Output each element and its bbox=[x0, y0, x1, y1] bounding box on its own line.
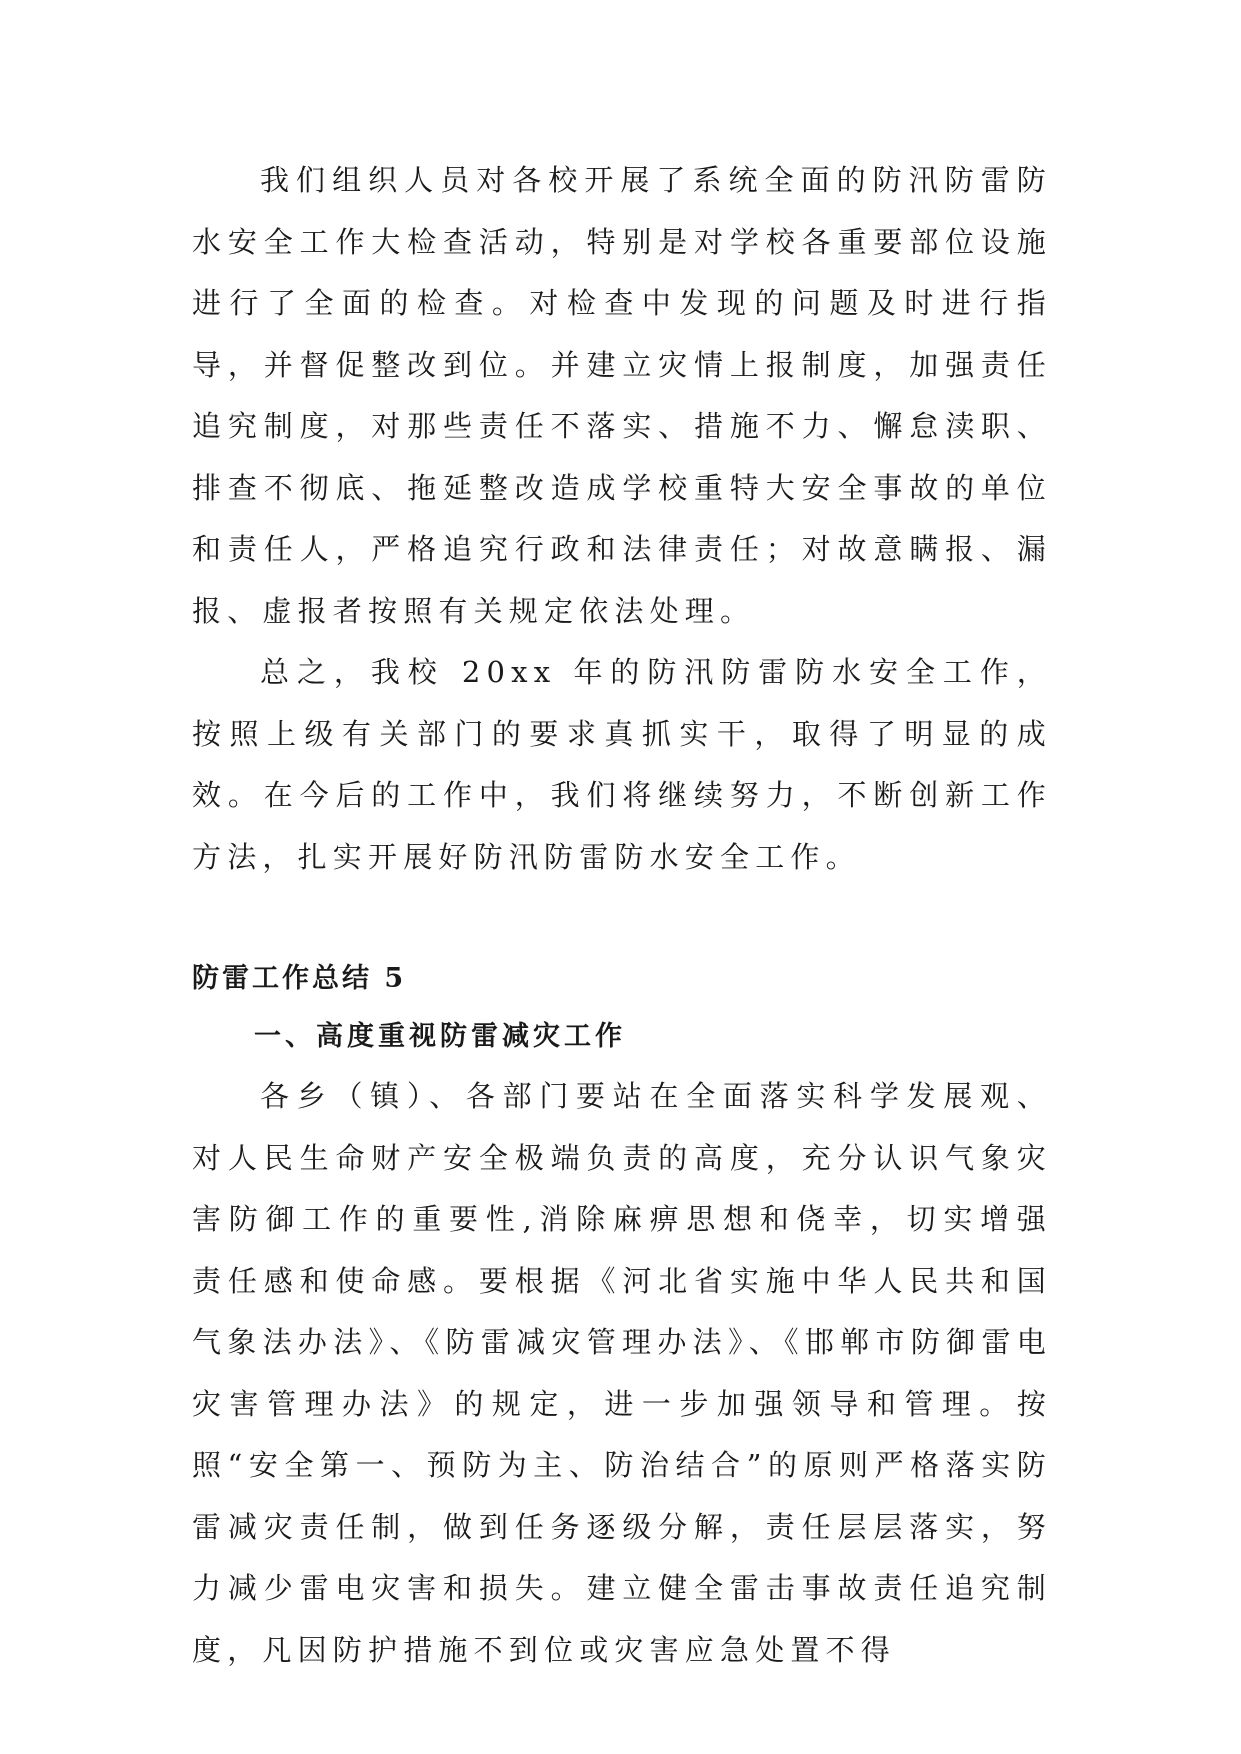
section-spacer bbox=[192, 888, 1052, 950]
body-paragraph: 我们组织人员对各校开展了系统全面的防汛防雷防水安全工作大检查活动，特别是对学校各重要部位设施进行了全面的检查。对检查中发现的问题及时进行指导，并督促整改到位。并建立灾情上报制度，加强责任追究制度，对那些责任不落实、措施不力、懈怠渎职、排查不彻底、拖延整改造成学校重特大安全事故的单位和责任人，严格追究行政和法律责任；对故意瞒报、漏报、虚报者按照有关规定依法处理。 bbox=[192, 163, 1052, 628]
body-paragraph: 各乡（镇）、各部门要站在全面落实科学发展观、对人民生命财产安全极端负责的高度，充分认识气象灾害防御工作的重要性,消除麻痹思想和侥幸，切实增强责任感和使命感。要根据《河北省实施中华人民共和国气象法办法》、《防雷减灾管理办法》、《邯郸市防御雷电灾害管理办法》的规定，进一步加强领导和管理。按照“安全第一、预防为主、防治结合”的原则严格落实防雷减灾责任制，做到任务逐级分解，责任层层落实，努力减少雷电灾害和损失。建立健全雷击事故责任追究制度，凡因防护措施不到位或灾害应急处置不得 bbox=[192, 1079, 1052, 1667]
subsection-title: 一、高度重视防雷减灾工作 bbox=[254, 1021, 626, 1052]
document-page bbox=[192, 150, 1052, 1681]
section-title: 防雷工作总结 5 bbox=[192, 963, 407, 994]
body-paragraph: 总之，我校 20xx 年的防汛防雷防水安全工作，按照上级有关部门的要求真抓实干，取得了明显的成效。在今后的工作中，我们将继续努力，不断创新工作方法，扎实开展好防汛防雷防水安全工作。 bbox=[192, 655, 1052, 874]
